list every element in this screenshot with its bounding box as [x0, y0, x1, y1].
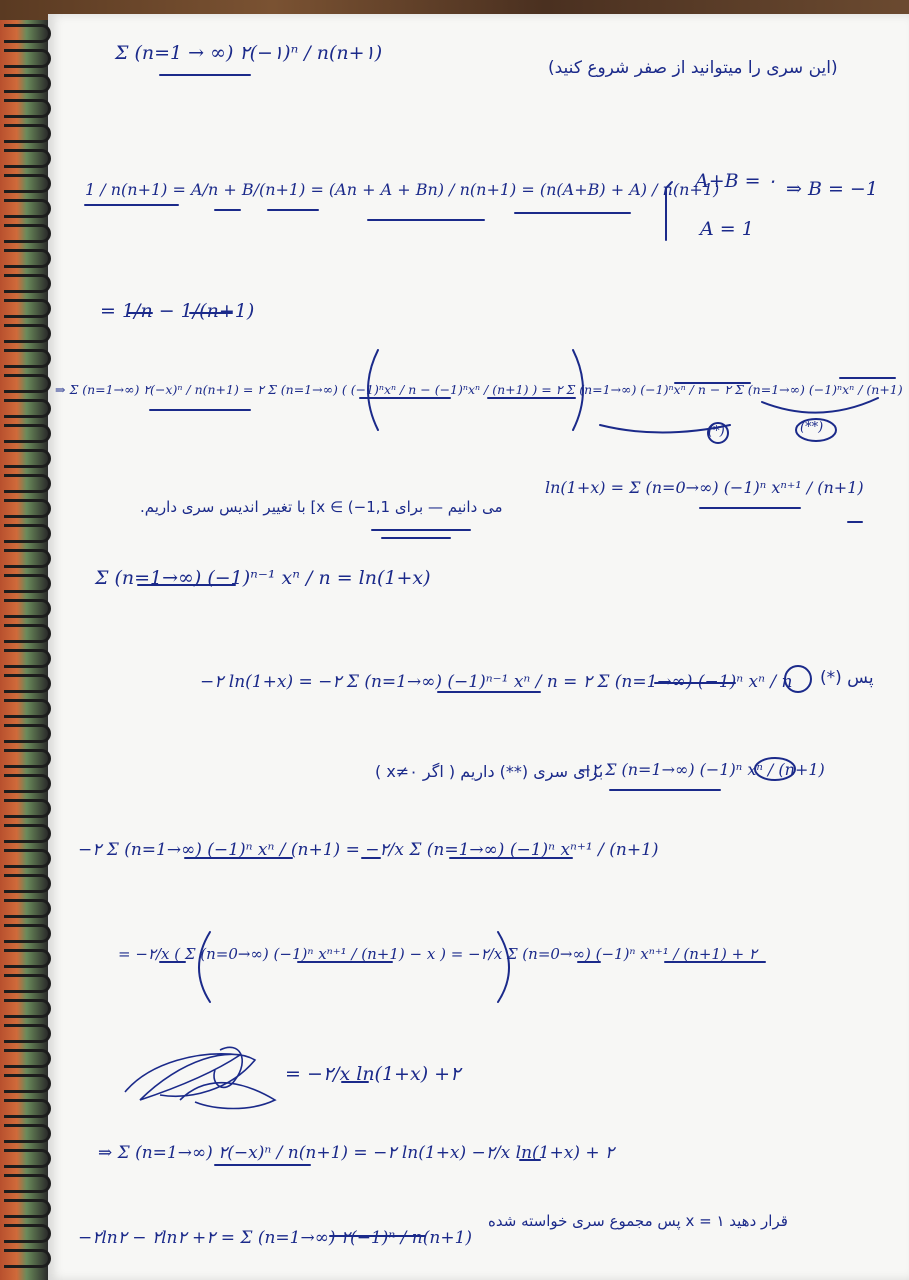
spiral-ring [4, 599, 51, 618]
spiral-ring [4, 124, 51, 143]
title-series: Σ (n=1 → ∞) ۲(−۱)ⁿ / n(n+۱) [115, 42, 383, 64]
spiral-ring [4, 699, 51, 718]
spiral-ring [4, 349, 51, 368]
series-split-line: ⇒ Σ (n=1→∞) ۲(−x)ⁿ / n(n+1) = ۲ Σ (n=1→∞) ( (−1)ⁿxⁿ / n − (−1)ⁿxⁿ / (n+1) ) = ۲ Σ (n=1→∞) (−1)ⁿxⁿ / n − ۲ Σ (n=1→∞) (−1)ⁿxⁿ / (n+1) [55, 382, 903, 397]
spiral-ring [4, 1199, 51, 1218]
spiral-ring [4, 849, 51, 868]
spiral-ring [4, 1174, 51, 1193]
spiral-ring [4, 224, 51, 243]
spiral-ring [4, 524, 51, 543]
spiral-ring [4, 799, 51, 818]
ln-series-formula: ln(1+x) = Σ (n=0→∞) (−1)ⁿ xⁿ⁺¹ / (n+1) [545, 478, 864, 497]
marker-double-star: (**) [800, 420, 824, 435]
spiral-ring [4, 574, 51, 593]
spiral-ring [4, 174, 51, 193]
spiral-ring [4, 499, 51, 518]
spiral-ring [4, 449, 51, 468]
marker-star: (*) [708, 424, 725, 439]
system-result: ⇒ B = −1 [786, 178, 878, 200]
spiral-ring [4, 324, 51, 343]
spiral-ring [4, 1124, 51, 1143]
title-note: (این سری را میتوانید از صفر شروع کنید) [548, 58, 838, 78]
partial-fraction-line: 1 / n(n+1) = A/n + B/(n+1) = (An + A + Bn) / n(n+1) = (n(A+B) + A) / n(n+1) [85, 180, 720, 199]
spiral-ring [4, 199, 51, 218]
spiral-ring [4, 1024, 51, 1043]
index-shift-line: −۲ Σ (n=1→∞) (−1)ⁿ xⁿ / (n+1) = −۲/x Σ (n=1→∞) (−1)ⁿ xⁿ⁺¹ / (n+1) [78, 840, 659, 860]
spiral-ring [4, 99, 51, 118]
spiral-ring [4, 649, 51, 668]
spiral-ring [4, 1049, 51, 1068]
shifted-ln-series: Σ (n=1→∞) (−1)ⁿ⁻¹ xⁿ / n = ln(1+x) [95, 567, 431, 589]
spiral-ring [4, 1224, 51, 1243]
spiral-ring [4, 249, 51, 268]
system-eq-b: A = 1 [700, 218, 754, 240]
spiral-ring [4, 424, 51, 443]
final-note: قرار دهید ۱ = x پس مجموع سری خواسته شده [488, 1212, 788, 1230]
system-eq-a: A+B = ۰ [695, 170, 777, 192]
spiral-ring [4, 949, 51, 968]
known-series-note: می دانیم — برای x ∈ (−1,1] با تغییر اندیس سری داریم. [140, 498, 503, 516]
spiral-ring [4, 549, 51, 568]
ln-substitution-line: = −۲/x ln(1+x) +۲ [285, 1063, 461, 1085]
star-series-note: پس (*) [820, 668, 874, 688]
double-star-note: برای سری (**) داریم ( اگر x≠۰ ) [375, 762, 604, 781]
decomposition-result: = 1/n − 1/(n+1) [100, 300, 255, 322]
spiral-ring [4, 1074, 51, 1093]
double-star-series: −۲ Σ (n=1→∞) (−1)ⁿ xⁿ / (n+1) [578, 760, 825, 779]
spiral-ring [4, 1149, 51, 1168]
spiral-ring [4, 474, 51, 493]
spiral-ring [4, 824, 51, 843]
notebook-page [48, 14, 909, 1280]
spiral-ring [4, 674, 51, 693]
reindex-line: = −۲/x ( Σ (n=0→∞) (−1)ⁿ xⁿ⁺¹ / (n+1) − x ) = −۲/x Σ (n=0→∞) (−1)ⁿ xⁿ⁺¹ / (n+1) + ۲ [118, 945, 757, 963]
spiral-ring [4, 149, 51, 168]
spiral-ring [4, 899, 51, 918]
spiral-ring [4, 999, 51, 1018]
final-sum-line: −۲ln۲ − ۲ln۲ +۲ = Σ (n=1→∞) ۲(−1)ⁿ / n(n+1) [78, 1228, 473, 1248]
spiral-ring [4, 399, 51, 418]
spiral-ring [4, 274, 51, 293]
spiral-ring [4, 724, 51, 743]
spiral-ring [4, 749, 51, 768]
spiral-ring [4, 774, 51, 793]
spiral-ring [4, 874, 51, 893]
star-series-line: −۲ ln(1+x) = −۲ Σ (n=1→∞) (−1)ⁿ⁻¹ xⁿ / n = ۲ Σ (n=1→∞) (−1)ⁿ xⁿ / n [200, 672, 793, 692]
spiral-ring [4, 974, 51, 993]
closed-form-line: ⇒ Σ (n=1→∞) ۲(−x)ⁿ / n(n+1) = −۲ ln(1+x) −۲/x ln(1+x) + ۲ [98, 1143, 615, 1163]
title-series-sum [115, 42, 382, 64]
spiral-ring [4, 49, 51, 68]
spiral-ring [4, 24, 51, 43]
spiral-ring [4, 624, 51, 643]
spiral-ring [4, 299, 51, 318]
spiral-ring [4, 924, 51, 943]
spiral-ring [4, 74, 51, 93]
spiral-ring [4, 1249, 51, 1268]
spiral-ring [4, 374, 51, 393]
spiral-ring [4, 1099, 51, 1118]
